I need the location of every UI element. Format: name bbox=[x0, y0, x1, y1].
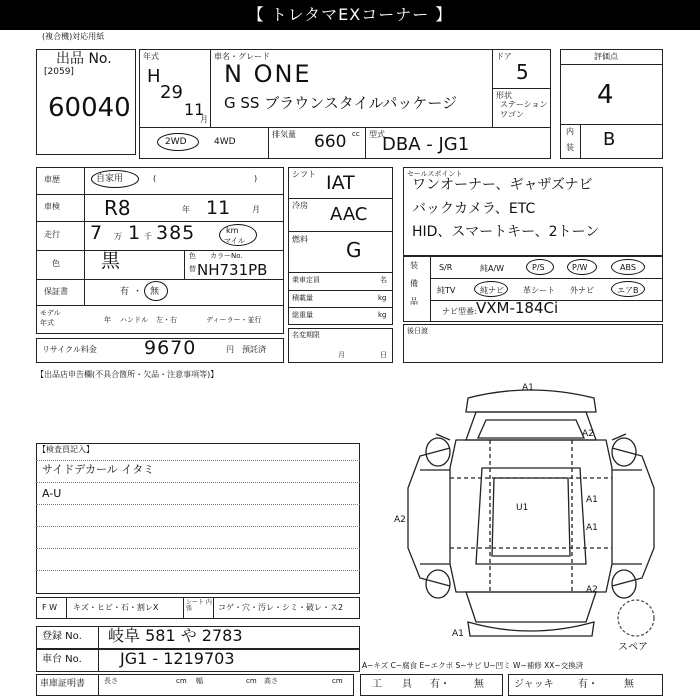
equipment-label-2: 備 bbox=[410, 279, 418, 288]
inspection-month: 11 bbox=[206, 197, 231, 219]
damage-legend: A~キズ C~腐食 E~エクボ S~サビ U~凹ミ W~補修 XX~交換済 bbox=[362, 661, 584, 670]
garage-label: 車庫証明書 bbox=[40, 679, 86, 689]
inspection-month-label: 月 bbox=[252, 205, 260, 214]
name-change-day: 日 bbox=[380, 351, 387, 359]
warranty-no: 無 bbox=[150, 287, 160, 297]
doors-value: 5 bbox=[516, 60, 529, 84]
warranty-dot: ・ bbox=[133, 287, 143, 297]
interior-label-1: 内 bbox=[566, 127, 574, 136]
garage-cm-3: cm bbox=[332, 677, 343, 685]
interior-value: B bbox=[603, 129, 616, 150]
mileage-man: 7 bbox=[90, 222, 103, 244]
year-value: 29 bbox=[160, 82, 183, 103]
body-type-value: ステーションワゴン bbox=[500, 100, 548, 119]
year-era: H bbox=[147, 66, 161, 87]
page-title: 【 トレタマEXコーナー 】 bbox=[0, 0, 700, 30]
car-grade: G SS ブラウンスタイルパッケージ bbox=[224, 94, 458, 112]
diagram-mark-front-right: A2 bbox=[582, 429, 594, 439]
garage-width: 幅 bbox=[196, 677, 203, 685]
equip-tv: 純TV bbox=[437, 286, 456, 295]
color-no-label: カラーNo. bbox=[210, 252, 243, 260]
garage-cm-2: cm bbox=[246, 677, 257, 685]
model-year-dealer: ディーラー・並行 bbox=[206, 316, 262, 324]
damage-fw: F W bbox=[42, 603, 58, 612]
mileage-sen: 1 bbox=[128, 222, 141, 244]
recycle-unit: 円 bbox=[226, 345, 234, 354]
car-name-label: 車名・グレード bbox=[214, 52, 270, 61]
tools-label: 工 具 bbox=[372, 679, 412, 690]
year-month: 11 bbox=[184, 100, 205, 119]
recycle-value: 9670 bbox=[144, 337, 197, 359]
capacity-unit: 名 bbox=[380, 276, 387, 284]
model-year-year: 年 bbox=[104, 316, 111, 324]
later-box bbox=[403, 324, 663, 363]
equip-alloy: 純A/W bbox=[480, 264, 505, 273]
fuel-label: 燃料 bbox=[292, 235, 308, 244]
displacement-label: 排気量 bbox=[272, 130, 296, 139]
lot-small: [2059] bbox=[44, 67, 74, 77]
body-type-label: 形状 bbox=[496, 91, 512, 100]
interior-label-2: 装 bbox=[566, 143, 574, 152]
diagram-mark-left-side: A2 bbox=[394, 515, 406, 525]
diagram-mark-roof: U1 bbox=[516, 503, 529, 513]
model-year-lr: 左・右 bbox=[156, 316, 177, 324]
warranty-yes: 有 bbox=[120, 287, 130, 297]
history-label: 車歴 bbox=[44, 175, 60, 184]
recycle-note: 預託済 bbox=[242, 345, 266, 354]
diagram-mark-right-door: A1 bbox=[586, 495, 598, 505]
doors-label: ドア bbox=[496, 52, 512, 61]
equip-abs: ABS bbox=[620, 263, 636, 272]
load-unit: kg bbox=[378, 294, 387, 302]
year-label: 年式 bbox=[143, 52, 159, 61]
mileage-sen-unit: 千 bbox=[144, 232, 152, 241]
score-value: 4 bbox=[597, 80, 614, 110]
equip-airbag: エアB bbox=[617, 286, 639, 295]
ac-value: AAC bbox=[330, 204, 368, 225]
garage-length: 長さ bbox=[104, 677, 118, 685]
model-year-label-1: モデル bbox=[40, 309, 61, 317]
damage-stains: コゲ・穴・汚レ・シミ・破レ・ス2 bbox=[218, 603, 344, 612]
fuel-value: G bbox=[346, 238, 362, 262]
color-value: 黒 bbox=[101, 250, 121, 272]
diagram-mark-rear-right: A2 bbox=[586, 585, 598, 595]
inspection-year-label: 年 bbox=[182, 205, 190, 214]
name-change-month: 月 bbox=[338, 351, 345, 359]
equip-leather: 革シート bbox=[523, 286, 555, 295]
lot-number: 60040 bbox=[48, 93, 131, 123]
shift-label: シフト bbox=[292, 170, 316, 179]
mileage-man-unit: 万 bbox=[114, 232, 122, 241]
weight-unit: kg bbox=[378, 311, 387, 319]
sales-point-line-2: バックカメラ、ETC bbox=[412, 201, 536, 217]
diagram-mark-rear: A1 bbox=[452, 629, 464, 639]
history-paren-close: ) bbox=[254, 174, 258, 183]
car-damage-diagram bbox=[390, 378, 670, 658]
chassis-value: JG1 - 1219703 bbox=[120, 649, 235, 668]
navi-model-value: VXM-184Ci bbox=[476, 299, 559, 317]
jack-label: ジャッキ bbox=[514, 679, 554, 690]
seller-notes-label: 【出品店申告欄(不具合箇所・欠品・注意事項等)】 bbox=[36, 370, 219, 379]
mileage-rest: 385 bbox=[156, 222, 196, 244]
year-month-suffix: 月 bbox=[200, 115, 208, 124]
mileage-label: 走行 bbox=[44, 230, 60, 239]
mileage-unit-km: km bbox=[226, 226, 239, 235]
diagram-mark-front: A1 bbox=[522, 383, 534, 393]
equip-ps: P/S bbox=[532, 263, 545, 272]
displacement-unit: cc bbox=[352, 130, 360, 138]
inspector-label: 【検査員記入】 bbox=[38, 445, 94, 454]
equipment-label-3: 品 bbox=[410, 297, 418, 306]
sub-header: (複合機)対応用紙 bbox=[42, 32, 105, 41]
model-year-handle: ハンドル bbox=[120, 316, 148, 324]
registration-label: 登録 No. bbox=[42, 631, 82, 642]
inspector-line-2: A-U bbox=[42, 487, 62, 500]
drive-4wd: 4WD bbox=[214, 137, 236, 147]
model-year-label-2: 年式 bbox=[40, 319, 54, 327]
equipment-label-1: 装 bbox=[410, 261, 418, 270]
shift-value: IAT bbox=[326, 172, 355, 194]
name-change-label: 名変期限 bbox=[292, 331, 320, 339]
tools-yes: 有・ bbox=[430, 679, 450, 690]
inspection-label: 車検 bbox=[44, 202, 60, 211]
color-side-1: 色 bbox=[189, 252, 196, 260]
capacity-label: 乗車定員 bbox=[292, 276, 320, 284]
inspector-line-1: サイドデカール イタミ bbox=[42, 463, 155, 476]
history-private: 自家用 bbox=[96, 174, 124, 184]
diagram-mark-right-rear: A1 bbox=[586, 523, 598, 533]
damage-items: キズ・ヒビ・石・割レX bbox=[73, 603, 159, 612]
diagram-spare: スペア bbox=[618, 642, 648, 653]
color-code: NH731PB bbox=[197, 261, 268, 279]
warranty-label: 保証書 bbox=[44, 287, 68, 296]
jack-no: 無 bbox=[624, 679, 634, 690]
drive-2wd: 2WD bbox=[165, 137, 187, 147]
lot-label: 出品 No. bbox=[56, 51, 112, 67]
chassis-label: 車台 No. bbox=[42, 654, 82, 665]
history-paren-open: ( bbox=[153, 174, 157, 183]
car-name: N ONE bbox=[224, 60, 312, 88]
equip-ext-navi: 外ナビ bbox=[570, 286, 594, 295]
ac-label: 冷房 bbox=[292, 201, 308, 210]
color-label: 色 bbox=[52, 259, 60, 268]
mileage-unit-mile: マイル bbox=[224, 237, 245, 245]
score-label: 評価点 bbox=[594, 52, 618, 61]
recycle-label: リサイクル料金 bbox=[42, 345, 97, 354]
sales-point-line-3: HID、スマートキー、2トーン bbox=[412, 224, 600, 240]
displacement-value: 660 bbox=[314, 132, 347, 152]
jack-yes: 有・ bbox=[578, 679, 598, 690]
sales-points-label: セールスポイント bbox=[407, 170, 463, 178]
color-side-2: 替 bbox=[189, 265, 196, 273]
navi-model-label: ナビ型番: bbox=[442, 307, 477, 316]
registration-value: 岐阜 581 や 2783 bbox=[108, 626, 243, 645]
load-label: 積載量 bbox=[292, 294, 313, 302]
equip-sr: S/R bbox=[439, 263, 453, 272]
tools-no: 無 bbox=[474, 679, 484, 690]
inspection-era: R8 bbox=[104, 196, 131, 220]
sales-point-line-1: ワンオーナー、ギャザズナビ bbox=[412, 177, 593, 193]
weight-label: 総重量 bbox=[292, 311, 313, 319]
garage-height: 高さ bbox=[264, 677, 278, 685]
equip-navi: 純ナビ bbox=[480, 286, 504, 295]
later-label: 後日渡 bbox=[407, 327, 428, 335]
model-value: DBA - JG1 bbox=[382, 134, 470, 155]
model-label: 型式 bbox=[369, 130, 385, 139]
equip-pw: P/W bbox=[572, 263, 588, 272]
garage-cm-1: cm bbox=[176, 677, 187, 685]
damage-sheet: シート 内張 bbox=[186, 599, 212, 612]
